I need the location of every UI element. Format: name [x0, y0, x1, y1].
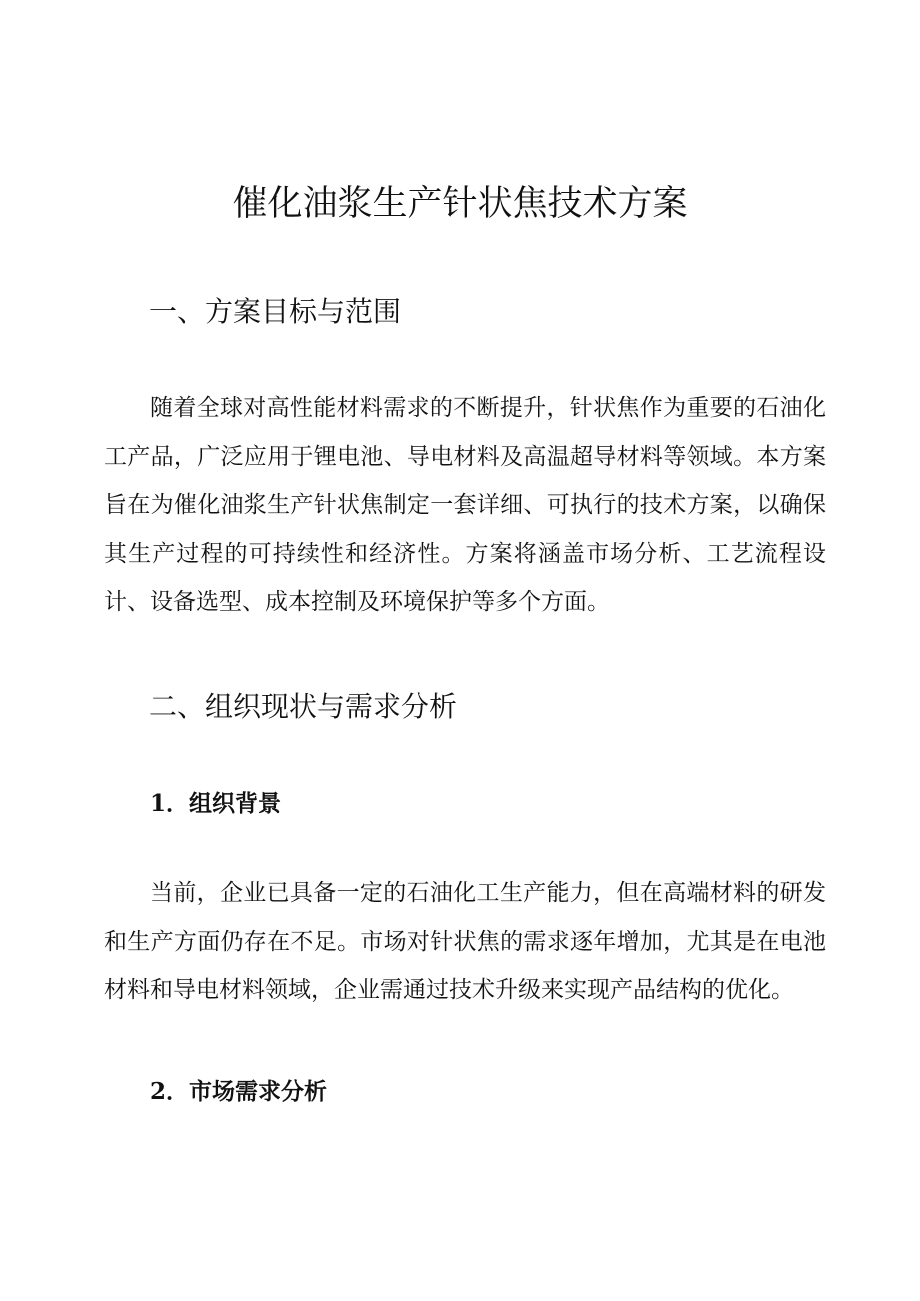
section-1-heading: 一、方案目标与范围 [149, 295, 402, 328]
subsection-2-heading: 2．市场需求分析 [150, 1078, 328, 1105]
section-2-heading: 二、组织现状与需求分析 [149, 690, 458, 723]
subsection-1-paragraph: 当前，企业已具备一定的石油化工生产能力，但在高端材料的研发和生产方面仍存在不足。市场对针状焦的需求逐年增加，尤其是在电池材料和导电材料领域，企业需通过技术升级来实现产品结构的优化。 [104, 880, 826, 1003]
document-title: 催化油浆生产针状焦技术方案 [232, 184, 688, 224]
section-1-paragraph: 随着全球对高性能材料需求的不断提升，针状焦作为重要的石油化工产品，广泛应用于锂电池、导电材料及高温超导材料等领域。本方案旨在为催化油浆生产针状焦制定一套详细、可执行的技术方案，以确保其生产过程的可持续性和经济性。方案将涵盖市场分析、工艺流程设计、设备选型、成本控制及环境保护等多个方面。 [104, 395, 826, 615]
subsection-1-heading: 1．组织背景 [150, 790, 282, 817]
